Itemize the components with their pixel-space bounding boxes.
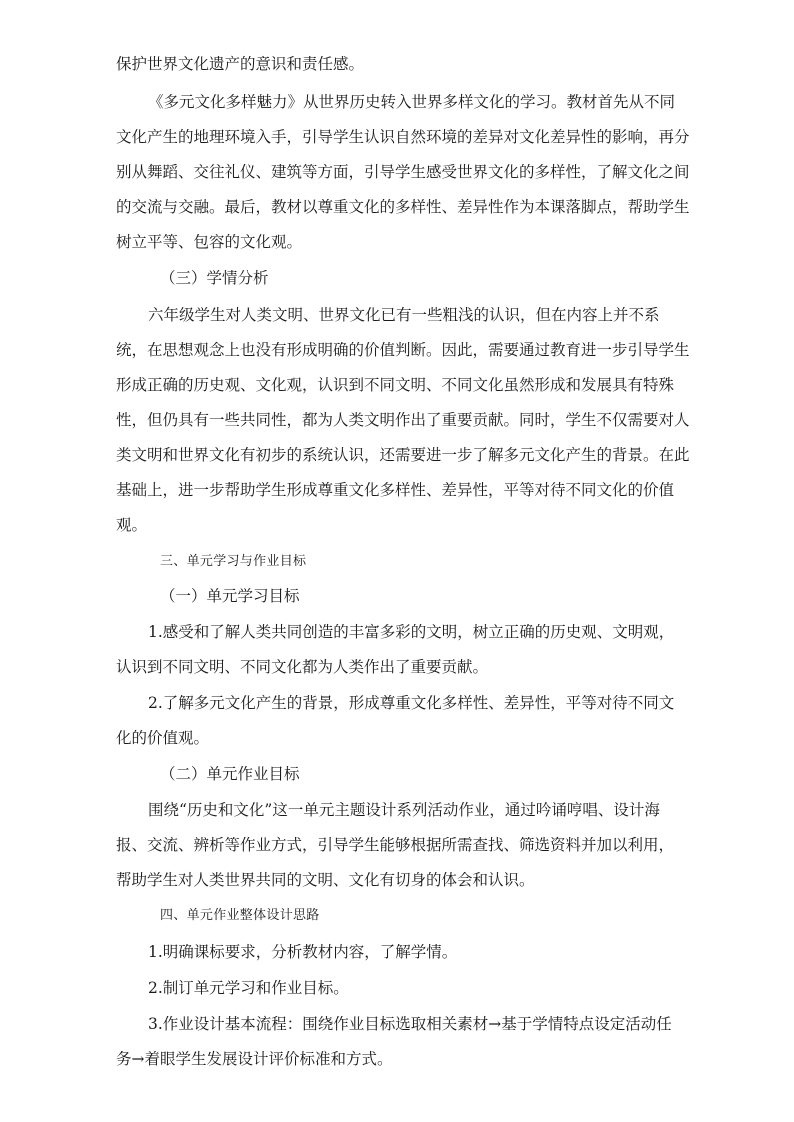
subheading-unit-homework-goals: （二）单元作业目标 bbox=[160, 765, 300, 783]
paragraph-line: 类文明和世界文化有初步的系统认识，还需要进一步了解多元文化产生的背景。在此 bbox=[116, 446, 690, 464]
paragraph-line: 文化产生的地理环境入手，引导学生认识自然环境的差异对文化差异性的影响，再分 bbox=[116, 128, 690, 146]
step-line: 3.作业设计基本流程：围绕作业目标选取相关素材→基于学情特点设定活动任 bbox=[148, 1015, 672, 1033]
paragraph-line: 保护世界文化遗产的意识和责任感。 bbox=[116, 55, 365, 73]
step-line: 1.明确课标要求，分析教材内容，了解学情。 bbox=[148, 943, 458, 961]
paragraph-line: 性，但仍具有一些共同性，都为人类文明作出了重要贡献。同时，学生不仅需要对人 bbox=[116, 411, 690, 429]
goal-line: 2.了解多元文化产生的背景，形成尊重文化多样性、差异性，平等对待不同文 bbox=[148, 694, 675, 712]
section-heading-4: 四、单元作业整体设计思路 bbox=[160, 908, 320, 923]
paragraph-line: 统，在思想观念上也没有形成明确的价值判断。因此，需要通过教育进一步引导学生 bbox=[116, 341, 690, 359]
goal-line: 1.感受和了解人类共同创造的丰富多彩的文明，树立正确的历史观、文明观， bbox=[148, 623, 675, 641]
paragraph-line: 《多元文化多样魅力》从世界历史转入世界多样文化的学习。教材首先从不同 bbox=[148, 93, 676, 111]
paragraph-line: 围绕“历史和文化”这一单元主题设计系列活动作业，通过吟诵哼唱、设计海 bbox=[148, 801, 660, 819]
step-line: 务→着眼学生发展设计评价标准和方式。 bbox=[116, 1050, 393, 1068]
paragraph-line: 帮助学生对人类世界共同的文明、文化有切身的体会和认识。 bbox=[116, 871, 535, 889]
paragraph-line: 观。 bbox=[116, 516, 148, 534]
step-line: 2.制订单元学习和作业目标。 bbox=[148, 979, 349, 997]
paragraph-line: 的交流与交融。最后，教材以尊重文化的多样性、差异性作为本课落脚点，帮助学生 bbox=[116, 198, 690, 216]
subheading-learning-analysis: （三）学情分析 bbox=[160, 269, 269, 287]
paragraph-line: 形成正确的历史观、文化观，认识到不同文明、不同文化虽然形成和发展具有特殊 bbox=[116, 376, 675, 394]
section-heading-3: 三、单元学习与作业目标 bbox=[160, 554, 307, 569]
goal-line: 化的价值观。 bbox=[116, 729, 210, 747]
paragraph-line: 基础上，进一步帮助学生形成尊重文化多样性、差异性，平等对待不同文化的价值 bbox=[116, 481, 675, 499]
paragraph-line: 报、交流、辨析等作业方式，引导学生能够根据所需查找、筛选资料并加以利用， bbox=[116, 836, 675, 854]
paragraph-line: 别从舞蹈、交往礼仪、建筑等方面，引导学生感受世界文化的多样性，了解文化之间 bbox=[116, 163, 690, 181]
goal-line: 认识到不同文明、不同文化都为人类作出了重要贡献。 bbox=[116, 658, 489, 676]
subheading-unit-learning-goals: （一）单元学习目标 bbox=[160, 587, 300, 605]
paragraph-line: 树立平等、包容的文化观。 bbox=[116, 233, 303, 251]
paragraph-line: 六年级学生对人类文明、世界文化已有一些粗浅的认识，但在内容上并不系 bbox=[148, 306, 660, 324]
